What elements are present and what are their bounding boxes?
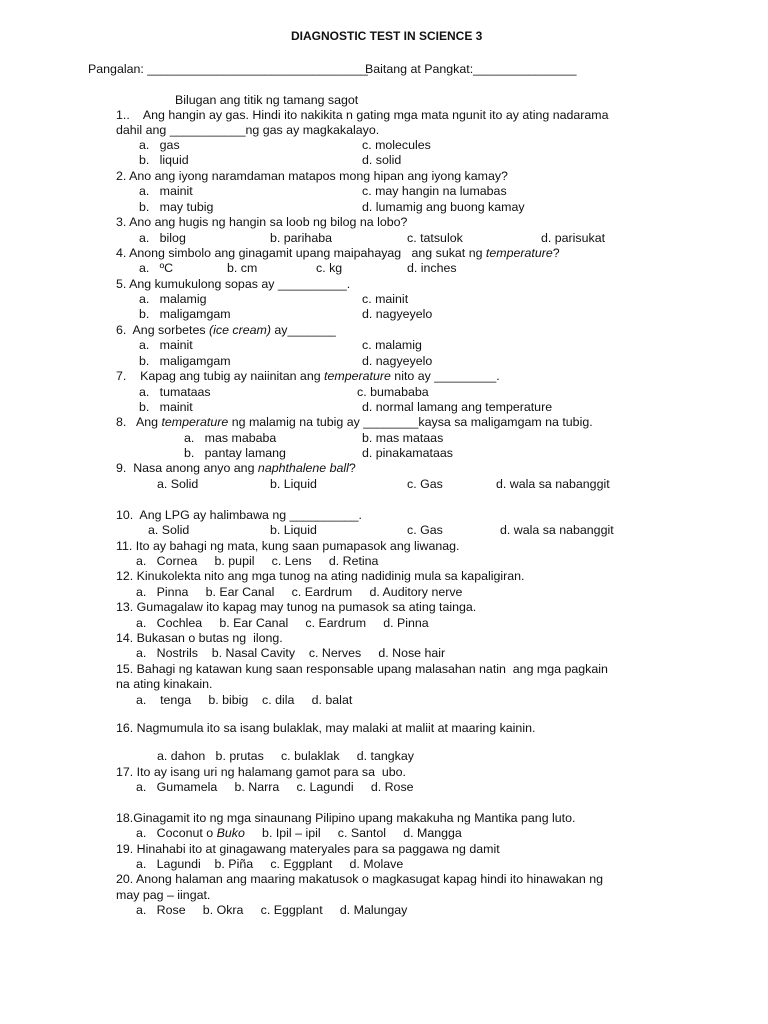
question-15-text-cont: na ating kinakain. xyxy=(116,677,213,691)
question-7-choice-c: c. bumababa xyxy=(357,385,429,399)
question-4-text: 4. Anong simbolo ang ginagamit upang maipahayag ang sukat ng temperature? xyxy=(116,246,560,260)
question-3-choice-d: d. parisukat xyxy=(541,231,606,245)
question-1-choice-c: c. molecules xyxy=(362,138,431,152)
question-2-choice-d: d. lumamig ang buong kamay xyxy=(362,200,525,214)
question-8-choice-b: b. pantay lamang xyxy=(184,446,286,460)
question-2-text: 2. Ano ang iyong naramdaman matapos mong hipan ang iyong kamay? xyxy=(116,169,508,183)
question-4-choice-a: a. ºC xyxy=(139,261,174,275)
question-17-choices: a. Gumamela b. Narra c. Lagundi d. Rose xyxy=(136,780,414,794)
grade-section-field: Baitang at Pangkat:_______________ xyxy=(365,62,577,76)
question-1-text: 1.. Ang hangin ay gas. Hindi ito nakikita n gating mga mata ngunit ito ay ating nadarama xyxy=(116,108,609,122)
question-11-text: 11. Ito ay bahagi ng mata, kung saan pumapasok ang liwanag. xyxy=(116,539,460,553)
question-3-choice-c: c. tatsulok xyxy=(407,231,463,245)
question-8-text: 8. Ang temperature ng malamig na tubig ay ________kaysa sa maligamgam na tubig. xyxy=(116,415,593,429)
question-19-choices: a. Lagundi b. Piña c. Eggplant d. Molave xyxy=(136,857,404,871)
question-6-choice-d: d. nagyeyelo xyxy=(362,354,433,368)
question-4-choice-d: d. inches xyxy=(407,261,457,275)
question-8-choice-d: d. pinakamataas xyxy=(362,446,453,460)
question-16-text: 16. Nagmumula ito sa isang bulaklak, may malaki at maliit at maaring kainin. xyxy=(116,721,536,735)
question-2-choice-b: b. may tubig xyxy=(139,200,214,214)
question-7-text: 7. Kapag ang tubig ay naiinitan ang temperature nito ay _________. xyxy=(116,369,500,383)
question-20-text: 20. Anong halaman ang maaring makatusok o magkasugat kapag hindi ito hinawakan ng xyxy=(116,872,604,886)
question-1-choice-a: a. gas xyxy=(139,138,180,152)
question-6-choice-c: c. malamig xyxy=(362,338,422,352)
question-18-choices: a. Coconut o Buko b. Ipil – ipil c. Santol d. Mangga xyxy=(136,826,462,840)
question-10-choice-c: c. Gas xyxy=(407,523,443,537)
question-20-choices: a. Rose b. Okra c. Eggplant d. Malungay xyxy=(136,903,408,917)
question-1-choice-b: b. liquid xyxy=(139,153,189,167)
question-14-text: 14. Bukasan o butas ng ilong. xyxy=(116,631,283,645)
question-12-choices: a. Pinna b. Ear Canal c. Eardrum d. Auditory nerve xyxy=(136,585,463,599)
question-2-choice-c: c. may hangin na lumabas xyxy=(362,184,507,198)
question-11-choices: a. Cornea b. pupil c. Lens d. Retina xyxy=(136,554,379,568)
question-5-choice-c: c. mainit xyxy=(362,292,409,306)
question-5-choice-d: d. nagyeyelo xyxy=(362,307,433,321)
question-2-choice-a: a. mainit xyxy=(139,184,193,198)
question-6-choice-b: b. maligamgam xyxy=(139,354,231,368)
question-10-choice-b: b. Liquid xyxy=(270,523,317,537)
question-17-text: 17. Ito ay isang uri ng halamang gamot para sa ubo. xyxy=(116,765,406,779)
question-8-choice-a: a. mas mababa xyxy=(184,431,277,445)
question-9-choice-b: b. Liquid xyxy=(270,477,317,491)
question-4-choice-c: c. kg xyxy=(316,261,343,275)
question-19-text: 19. Hinahabi ito at ginagawang materyales para sa paggawa ng damit xyxy=(116,842,500,856)
question-10-choice-d: d. wala sa nabanggit xyxy=(500,523,614,537)
question-3-text: 3. Ano ang hugis ng hangin sa loob ng bilog na lobo? xyxy=(116,215,408,229)
question-13-text: 13. Gumagalaw ito kapag may tunog na pumasok sa ating tainga. xyxy=(116,600,477,614)
question-4-choice-b: b. cm xyxy=(227,261,258,275)
question-1-text-cont: dahil ang ___________ng gas ay magkakalayo. xyxy=(116,123,380,137)
question-7-choice-a: a. tumataas xyxy=(139,385,211,399)
question-8-choice-c: b. mas mataas xyxy=(362,431,444,445)
question-3-choice-b: b. parihaba xyxy=(270,231,333,245)
question-9-choice-a: a. Solid xyxy=(157,477,199,491)
question-9-choice-c: c. Gas xyxy=(407,477,443,491)
question-10-text: 10. Ang LPG ay halimbawa ng __________. xyxy=(116,508,362,522)
question-12-text: 12. Kinukolekta nito ang mga tunog na ating nadidinig mula sa kapaligiran. xyxy=(116,569,525,583)
question-9-choice-d: d. wala sa nabanggit xyxy=(496,477,610,491)
question-7-choice-d: d. normal lamang ang temperature xyxy=(362,400,553,414)
question-7-choice-b: b. mainit xyxy=(139,400,193,414)
question-20-text-cont: may pag – iingat. xyxy=(116,888,211,902)
name-field: Pangalan: ________________________________ xyxy=(88,62,368,76)
question-5-text: 5. Ang kumukulong sopas ay __________. xyxy=(116,277,351,291)
page-title: DIAGNOSTIC TEST IN SCIENCE 3 xyxy=(291,29,483,43)
question-18-text: 18.Ginagamit ito ng mga sinaunang Pilipino upang makakuha ng Mantika pang luto. xyxy=(116,811,576,825)
question-9-text: 9. Nasa anong anyo ang naphthalene ball? xyxy=(116,461,356,475)
question-10-choice-a: a. Solid xyxy=(148,523,190,537)
question-5-choice-b: b. maligamgam xyxy=(139,307,231,321)
instruction: Bilugan ang titik ng tamang sagot xyxy=(175,93,359,107)
question-15-choices: a. tenga b. bibig c. dila d. balat xyxy=(136,693,353,707)
question-3-choice-a: a. bilog xyxy=(139,231,186,245)
question-5-choice-a: a. malamig xyxy=(139,292,207,306)
question-6-text: 6. Ang sorbetes (ice cream) ay_______ xyxy=(116,323,336,337)
question-6-choice-a: a. mainit xyxy=(139,338,193,352)
question-1-choice-d: d. solid xyxy=(362,153,402,167)
question-14-choices: a. Nostrils b. Nasal Cavity c. Nerves d. Nose hair xyxy=(136,646,446,660)
question-16-choices: a. dahon b. prutas c. bulaklak d. tangkay xyxy=(157,749,414,763)
question-13-choices: a. Cochlea b. Ear Canal c. Eardrum d. Pinna xyxy=(136,616,429,630)
question-15-text: 15. Bahagi ng katawan kung saan responsable upang malasahan natin ang mga pagkain xyxy=(116,662,608,676)
